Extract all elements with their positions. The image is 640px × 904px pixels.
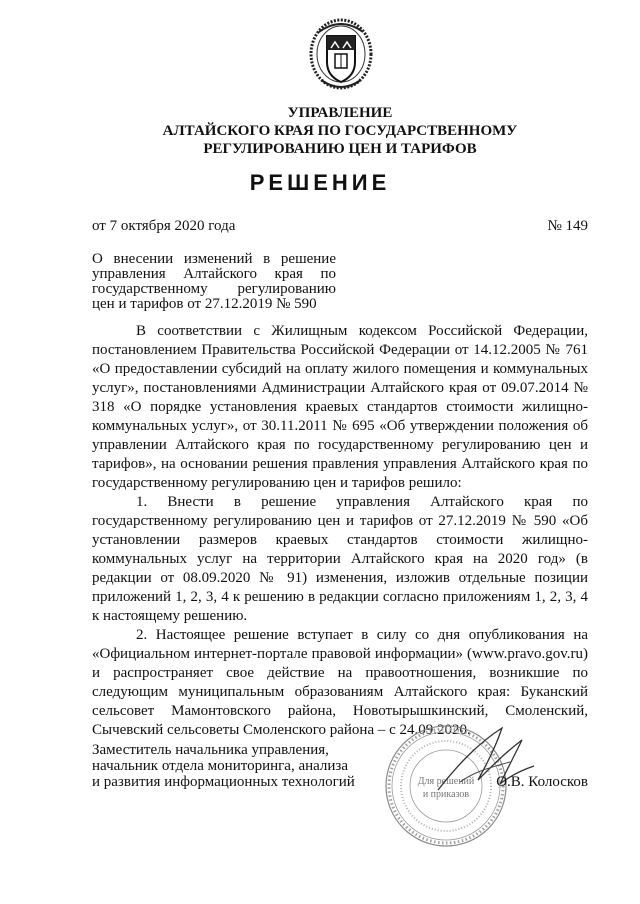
svg-text:Для решений: Для решений	[417, 776, 475, 787]
document-number: № 149	[547, 218, 588, 234]
svg-text:и приказов: и приказов	[422, 789, 470, 800]
paragraph-item-2: 2. Настоящее решение вступает в силу со дня опубликования на «Официальном интернет-портале правовой информации» (www.pravo.gov.ru) и распространяет свое действие на правоотношения, возникшие по следующим муниципальным образованиям Алтайского края: Буканский сельсовет Мамонтовского района, Новотырышкинский, Смоленский, Сычевский сельсоветы Смоленского района – с 24.09.2020.	[92, 627, 588, 738]
document-title: РЕШЕНИЕ	[249, 170, 391, 195]
signer-name: О.В. Колосков	[496, 774, 588, 790]
document-date: от 7 октября 2020 года	[92, 218, 236, 234]
signer-position-line-3: и развития информационных технологий	[92, 774, 355, 790]
paragraph-preamble: В соответствии с Жилищным кодексом Российской Федерации, постановлением Правительства Российской Федерации от 14.12.2005 № 761 «О предоставлении субсидий на оплату жилого помещения и коммунальных услуг», постановлениями Администрации Алтайского края от 09.07.2014 № 318 «О порядке установления краевых стандартов стоимости жилищно-коммунальных услуг», от 30.11.2011 № 695 «Об утверждении положения об управлении Алтайского края по государственному регулированию цен и тарифов», на основании решения правления управления Алтайского края по государственному регулированию цен и тарифов решило:	[92, 323, 588, 491]
signer-position-line-2: начальник отдела мониторинга, анализа	[92, 758, 349, 774]
signer-position	[92, 742, 392, 790]
organization-name	[120, 104, 560, 158]
org-line-3: РЕГУЛИРОВАНИЮ ЦЕН И ТАРИФОВ	[203, 141, 477, 157]
document-body	[92, 322, 588, 740]
org-line-2: АЛТАЙСКОГО КРАЯ ПО ГОСУДАРСТВЕННОМУ	[162, 123, 518, 139]
document-subject: О внесении изменений в решение управления Алтайского края по государственному регулированию цен и тарифов от 27.12.2019 № 590	[92, 251, 336, 312]
org-line-1: УПРАВЛЕНИЕ	[287, 105, 393, 121]
signer-position-line-1: Заместитель начальника управления,	[92, 742, 329, 758]
coat-of-arms-icon	[305, 14, 377, 92]
paragraph-item-1: 1. Внести в решение управления Алтайского края по государственному регулированию цен и тарифов от 27.12.2019 № 590 «Об установлении размеров краевых стандартов стоимости жилищно-коммунальных услуг на территории Алтайского края на 2020 год» (в редакции от 08.09.2020 № 91) изменения, изложив отдельные позиции приложений 1, 2, 3, 4 к решению в редакции согласно приложениям 1, 2, 3, 4 к настоящему решению.	[92, 494, 588, 624]
